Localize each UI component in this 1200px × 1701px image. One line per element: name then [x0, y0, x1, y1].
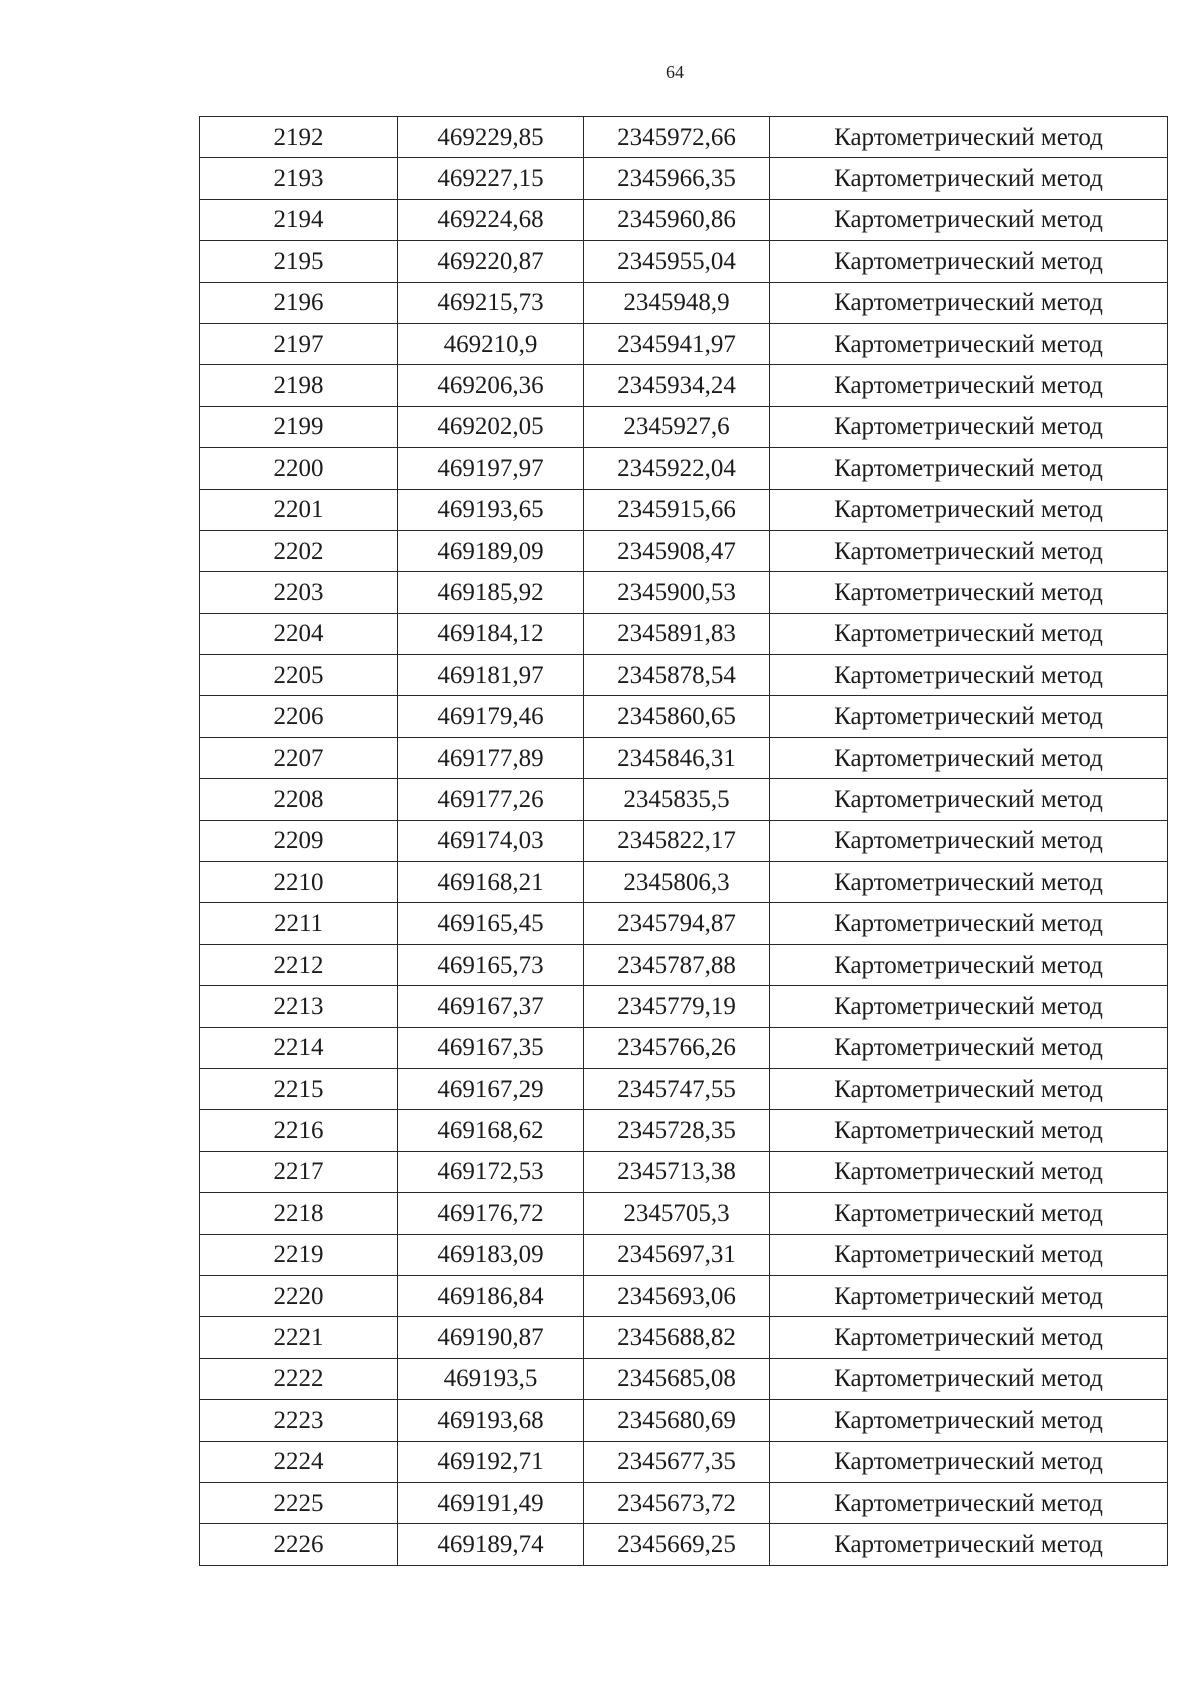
method-cell: Картометрический метод [770, 489, 1168, 530]
table-row [200, 241, 1168, 282]
point-number-cell: 2209 [200, 820, 398, 861]
table-row [200, 1027, 1168, 1068]
y-coordinate-cell: 2345806,3 [584, 862, 770, 903]
method-cell: Картометрический метод [770, 1358, 1168, 1399]
point-number-cell: 2223 [200, 1400, 398, 1441]
table-row [200, 1358, 1168, 1399]
y-coordinate-cell: 2345787,88 [584, 944, 770, 985]
x-coordinate-cell: 469193,65 [398, 489, 584, 530]
x-coordinate-cell: 469181,97 [398, 655, 584, 696]
method-cell: Картометрический метод [770, 1151, 1168, 1192]
point-number-cell: 2198 [200, 365, 398, 406]
table-row [200, 530, 1168, 571]
x-coordinate-cell: 469185,92 [398, 572, 584, 613]
x-coordinate-cell: 469189,74 [398, 1524, 584, 1565]
y-coordinate-cell: 2345673,72 [584, 1482, 770, 1523]
point-number-cell: 2194 [200, 199, 398, 240]
y-coordinate-cell: 2345680,69 [584, 1400, 770, 1441]
y-coordinate-cell: 2345915,66 [584, 489, 770, 530]
coordinates-table-body [200, 117, 1168, 1566]
point-number-cell: 2210 [200, 862, 398, 903]
y-coordinate-cell: 2345900,53 [584, 572, 770, 613]
method-cell: Картометрический метод [770, 365, 1168, 406]
x-coordinate-cell: 469193,5 [398, 1358, 584, 1399]
method-cell: Картометрический метод [770, 199, 1168, 240]
y-coordinate-cell: 2345779,19 [584, 986, 770, 1027]
table-row [200, 572, 1168, 613]
method-cell: Картометрический метод [770, 158, 1168, 199]
y-coordinate-cell: 2345728,35 [584, 1110, 770, 1151]
table-row [200, 1275, 1168, 1316]
point-number-cell: 2225 [200, 1482, 398, 1523]
method-cell: Картометрический метод [770, 903, 1168, 944]
method-cell: Картометрический метод [770, 862, 1168, 903]
coordinates-table [199, 116, 1168, 1566]
table-row [200, 1234, 1168, 1275]
x-coordinate-cell: 469172,53 [398, 1151, 584, 1192]
y-coordinate-cell: 2345966,35 [584, 158, 770, 199]
x-coordinate-cell: 469189,09 [398, 530, 584, 571]
point-number-cell: 2212 [200, 944, 398, 985]
x-coordinate-cell: 469167,29 [398, 1068, 584, 1109]
point-number-cell: 2205 [200, 655, 398, 696]
x-coordinate-cell: 469165,45 [398, 903, 584, 944]
method-cell: Картометрический метод [770, 448, 1168, 489]
method-cell: Картометрический метод [770, 1441, 1168, 1482]
y-coordinate-cell: 2345878,54 [584, 655, 770, 696]
x-coordinate-cell: 469167,37 [398, 986, 584, 1027]
table-row [200, 820, 1168, 861]
y-coordinate-cell: 2345891,83 [584, 613, 770, 654]
y-coordinate-cell: 2345794,87 [584, 903, 770, 944]
table-row [200, 365, 1168, 406]
x-coordinate-cell: 469183,09 [398, 1234, 584, 1275]
table-row [200, 1317, 1168, 1358]
point-number-cell: 2221 [200, 1317, 398, 1358]
y-coordinate-cell: 2345955,04 [584, 241, 770, 282]
point-number-cell: 2217 [200, 1151, 398, 1192]
method-cell: Картометрический метод [770, 944, 1168, 985]
method-cell: Картометрический метод [770, 530, 1168, 571]
table-row [200, 489, 1168, 530]
point-number-cell: 2200 [200, 448, 398, 489]
y-coordinate-cell: 2345922,04 [584, 448, 770, 489]
method-cell: Картометрический метод [770, 1027, 1168, 1068]
method-cell: Картометрический метод [770, 117, 1168, 158]
y-coordinate-cell: 2345960,86 [584, 199, 770, 240]
table-row [200, 1151, 1168, 1192]
y-coordinate-cell: 2345941,97 [584, 323, 770, 364]
y-coordinate-cell: 2345934,24 [584, 365, 770, 406]
y-coordinate-cell: 2345846,31 [584, 737, 770, 778]
point-number-cell: 2214 [200, 1027, 398, 1068]
point-number-cell: 2220 [200, 1275, 398, 1316]
point-number-cell: 2197 [200, 323, 398, 364]
table-row [200, 655, 1168, 696]
table-row [200, 406, 1168, 447]
x-coordinate-cell: 469177,26 [398, 779, 584, 820]
point-number-cell: 2226 [200, 1524, 398, 1565]
table-row [200, 696, 1168, 737]
method-cell: Картометрический метод [770, 1234, 1168, 1275]
point-number-cell: 2193 [200, 158, 398, 199]
point-number-cell: 2216 [200, 1110, 398, 1151]
point-number-cell: 2192 [200, 117, 398, 158]
method-cell: Картометрический метод [770, 1400, 1168, 1441]
x-coordinate-cell: 469168,21 [398, 862, 584, 903]
method-cell: Картометрический метод [770, 1482, 1168, 1523]
y-coordinate-cell: 2345669,25 [584, 1524, 770, 1565]
table-row [200, 1441, 1168, 1482]
point-number-cell: 2222 [200, 1358, 398, 1399]
x-coordinate-cell: 469165,73 [398, 944, 584, 985]
table-row [200, 737, 1168, 778]
method-cell: Картометрический метод [770, 655, 1168, 696]
x-coordinate-cell: 469168,62 [398, 1110, 584, 1151]
x-coordinate-cell: 469220,87 [398, 241, 584, 282]
table-row [200, 323, 1168, 364]
table-row [200, 903, 1168, 944]
y-coordinate-cell: 2345948,9 [584, 282, 770, 323]
point-number-cell: 2215 [200, 1068, 398, 1109]
x-coordinate-cell: 469186,84 [398, 1275, 584, 1316]
method-cell: Картометрический метод [770, 613, 1168, 654]
y-coordinate-cell: 2345927,6 [584, 406, 770, 447]
point-number-cell: 2195 [200, 241, 398, 282]
method-cell: Картометрический метод [770, 1110, 1168, 1151]
table-row [200, 779, 1168, 820]
x-coordinate-cell: 469176,72 [398, 1193, 584, 1234]
x-coordinate-cell: 469190,87 [398, 1317, 584, 1358]
table-row [200, 1193, 1168, 1234]
y-coordinate-cell: 2345766,26 [584, 1027, 770, 1068]
x-coordinate-cell: 469179,46 [398, 696, 584, 737]
method-cell: Картометрический метод [770, 986, 1168, 1027]
page-number: 64 [666, 62, 684, 82]
method-cell: Картометрический метод [770, 241, 1168, 282]
point-number-cell: 2201 [200, 489, 398, 530]
y-coordinate-cell: 2345693,06 [584, 1275, 770, 1316]
x-coordinate-cell: 469197,97 [398, 448, 584, 489]
method-cell: Картометрический метод [770, 323, 1168, 364]
table-row [200, 1400, 1168, 1441]
y-coordinate-cell: 2345908,47 [584, 530, 770, 571]
point-number-cell: 2211 [200, 903, 398, 944]
table-row [200, 199, 1168, 240]
x-coordinate-cell: 469191,49 [398, 1482, 584, 1523]
method-cell: Картометрический метод [770, 779, 1168, 820]
method-cell: Картометрический метод [770, 1068, 1168, 1109]
x-coordinate-cell: 469192,71 [398, 1441, 584, 1482]
table-row [200, 448, 1168, 489]
table-row [200, 862, 1168, 903]
method-cell: Картометрический метод [770, 1317, 1168, 1358]
point-number-cell: 2206 [200, 696, 398, 737]
x-coordinate-cell: 469227,15 [398, 158, 584, 199]
y-coordinate-cell: 2345697,31 [584, 1234, 770, 1275]
point-number-cell: 2196 [200, 282, 398, 323]
method-cell: Картометрический метод [770, 1193, 1168, 1234]
y-coordinate-cell: 2345688,82 [584, 1317, 770, 1358]
x-coordinate-cell: 469224,68 [398, 199, 584, 240]
point-number-cell: 2199 [200, 406, 398, 447]
y-coordinate-cell: 2345860,65 [584, 696, 770, 737]
method-cell: Картометрический метод [770, 737, 1168, 778]
point-number-cell: 2219 [200, 1234, 398, 1275]
method-cell: Картометрический метод [770, 696, 1168, 737]
table-row [200, 282, 1168, 323]
table-row [200, 1524, 1168, 1565]
method-cell: Картометрический метод [770, 820, 1168, 861]
method-cell: Картометрический метод [770, 1524, 1168, 1565]
point-number-cell: 2207 [200, 737, 398, 778]
table-row [200, 986, 1168, 1027]
x-coordinate-cell: 469202,05 [398, 406, 584, 447]
y-coordinate-cell: 2345972,66 [584, 117, 770, 158]
method-cell: Картометрический метод [770, 282, 1168, 323]
y-coordinate-cell: 2345677,35 [584, 1441, 770, 1482]
x-coordinate-cell: 469215,73 [398, 282, 584, 323]
point-number-cell: 2208 [200, 779, 398, 820]
x-coordinate-cell: 469229,85 [398, 117, 584, 158]
x-coordinate-cell: 469206,36 [398, 365, 584, 406]
table-row [200, 1110, 1168, 1151]
y-coordinate-cell: 2345705,3 [584, 1193, 770, 1234]
table-row [200, 944, 1168, 985]
point-number-cell: 2213 [200, 986, 398, 1027]
y-coordinate-cell: 2345822,17 [584, 820, 770, 861]
method-cell: Картометрический метод [770, 406, 1168, 447]
x-coordinate-cell: 469167,35 [398, 1027, 584, 1068]
table-row [200, 1482, 1168, 1523]
x-coordinate-cell: 469184,12 [398, 613, 584, 654]
table-row [200, 1068, 1168, 1109]
method-cell: Картометрический метод [770, 572, 1168, 613]
point-number-cell: 2203 [200, 572, 398, 613]
y-coordinate-cell: 2345747,55 [584, 1068, 770, 1109]
point-number-cell: 2204 [200, 613, 398, 654]
y-coordinate-cell: 2345685,08 [584, 1358, 770, 1399]
point-number-cell: 2224 [200, 1441, 398, 1482]
table-row [200, 613, 1168, 654]
y-coordinate-cell: 2345835,5 [584, 779, 770, 820]
point-number-cell: 2202 [200, 530, 398, 571]
table-row [200, 158, 1168, 199]
x-coordinate-cell: 469210,9 [398, 323, 584, 364]
table-row [200, 117, 1168, 158]
y-coordinate-cell: 2345713,38 [584, 1151, 770, 1192]
method-cell: Картометрический метод [770, 1275, 1168, 1316]
x-coordinate-cell: 469174,03 [398, 820, 584, 861]
point-number-cell: 2218 [200, 1193, 398, 1234]
x-coordinate-cell: 469177,89 [398, 737, 584, 778]
x-coordinate-cell: 469193,68 [398, 1400, 584, 1441]
